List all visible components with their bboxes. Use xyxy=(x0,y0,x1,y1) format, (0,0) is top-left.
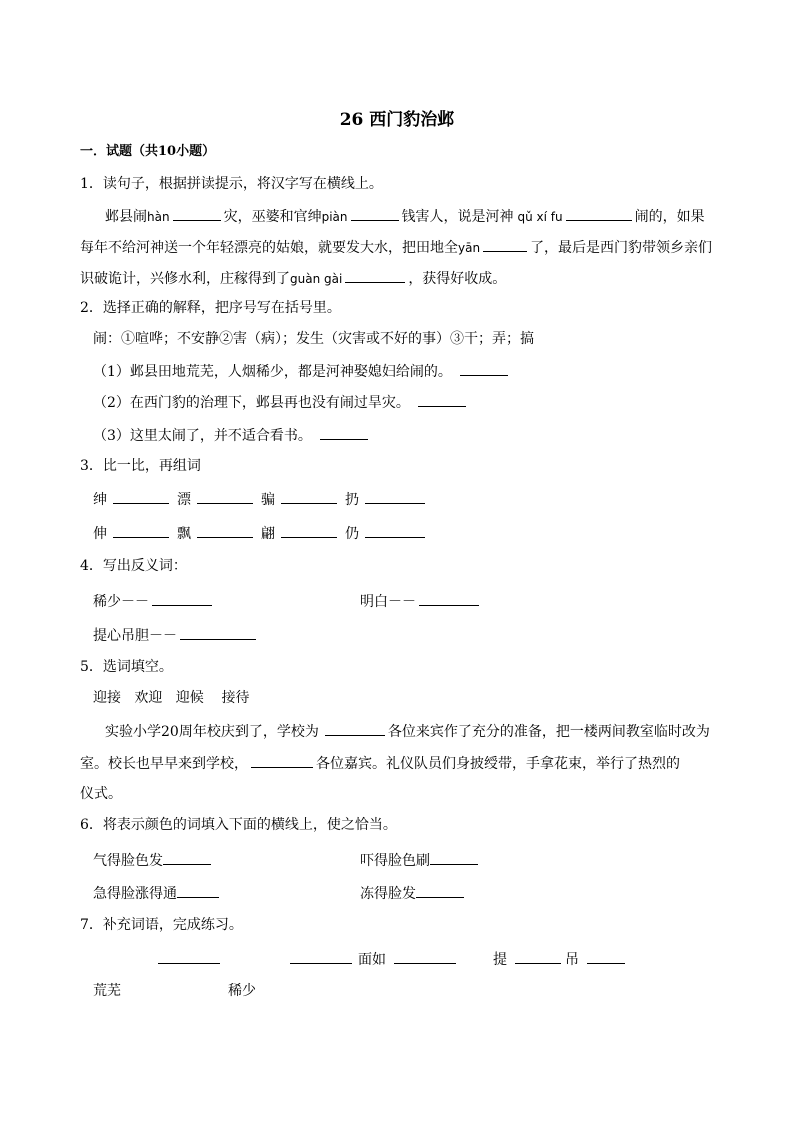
q5-line2 xyxy=(80,752,680,774)
q7-idiom-1 xyxy=(290,948,459,970)
q6-item-b xyxy=(360,849,481,871)
q2-sentence-3 xyxy=(93,424,371,446)
compare-char: 漂 xyxy=(177,492,191,508)
answer-blank[interactable] xyxy=(152,590,212,606)
answer-blank[interactable] xyxy=(251,752,313,768)
q5-text: 各位嘉宾。礼仪队员们身披绶带，手拿花束，举行了热烈的 xyxy=(316,756,680,772)
q6-item-c xyxy=(93,882,222,904)
compare-char: 绅 xyxy=(93,492,107,508)
q5-line3: 仪式。 xyxy=(80,786,122,802)
q5-choices: 迎接 欢迎 迎候 接待 xyxy=(93,690,250,706)
q1-text: ，获得好收成。 xyxy=(408,271,507,287)
color-phrase: 吓得脸色刷 xyxy=(360,853,430,869)
q2-text: （3）这里太闹了，并不适合看书。 xyxy=(93,428,312,444)
q5-text: 实验小学20周年校庆到了，学校为 xyxy=(105,724,319,740)
answer-blank[interactable] xyxy=(320,424,368,440)
q1-text: 邺县闹 xyxy=(105,209,147,225)
q4-prompt: 4．写出反义词： xyxy=(80,558,187,574)
pinyin-hint: yān xyxy=(458,241,481,255)
q1-line2 xyxy=(80,236,712,258)
answer-blank[interactable] xyxy=(345,267,405,283)
color-phrase: 冻得脸发 xyxy=(360,886,416,902)
q1-prompt: 1．读句子，根据拼读提示，将汉字写在横线上。 xyxy=(80,176,383,192)
q5-prompt: 5．选词填空。 xyxy=(80,659,173,675)
answer-blank[interactable] xyxy=(281,488,337,504)
q1-line3 xyxy=(80,267,506,289)
q1-text: 灾，巫婆和官绅 xyxy=(223,209,322,225)
pinyin-hint: piàn xyxy=(321,210,348,224)
q2-sentence-2 xyxy=(93,391,469,413)
q2-definition: 闹：①喧哗；不安静②害（病）；发生（灾害或不好的事）③干；弄；搞 xyxy=(93,331,534,347)
compare-char: 翩 xyxy=(261,526,275,542)
antonym-word: 提心吊胆－－ xyxy=(93,628,177,644)
q1-text: 每年不给河神送一个年轻漂亮的姑娘，就要发大水，把田地全 xyxy=(80,240,458,256)
idiom-part: 面如 xyxy=(358,952,386,968)
q5-text: 各位来宾作了充分的准备，把一楼两间教室临时改为 xyxy=(387,724,710,740)
answer-blank[interactable] xyxy=(460,360,508,376)
q1-line1 xyxy=(105,205,705,227)
q6-item-d xyxy=(360,882,467,904)
compare-char: 骗 xyxy=(261,492,275,508)
compare-char: 扔 xyxy=(345,492,359,508)
q7-word-1: 荒芜 xyxy=(93,983,121,999)
q5-text: 室。校长也早早来到学校， xyxy=(80,756,248,772)
q2-prompt: 2．选择正确的解释，把序号写在括号里。 xyxy=(80,300,341,316)
color-phrase: 急得脸涨得通 xyxy=(93,886,177,902)
q1-text: 钱害人，说是河神 xyxy=(401,209,514,225)
answer-blank[interactable] xyxy=(158,948,220,964)
answer-blank[interactable] xyxy=(416,882,464,898)
compare-char: 伸 xyxy=(93,526,107,542)
q7-blanks xyxy=(158,948,220,970)
pinyin-hint: qǔ xí fu xyxy=(517,210,563,224)
answer-blank[interactable] xyxy=(290,948,352,964)
antonym-word: 明白－－ xyxy=(360,594,416,610)
answer-blank[interactable] xyxy=(587,948,625,964)
answer-blank[interactable] xyxy=(351,205,399,221)
answer-blank[interactable] xyxy=(419,590,479,606)
page-title: 26 西门豹治邺 xyxy=(339,110,455,130)
q3-prompt: 3．比一比，再组词 xyxy=(80,458,201,474)
q2-text: （1）邺县田地荒芜，人烟稀少，都是河神娶媳妇给闹的。 xyxy=(93,364,452,380)
answer-blank[interactable] xyxy=(281,522,337,538)
pinyin-hint: guàn gài xyxy=(290,272,343,286)
answer-blank[interactable] xyxy=(197,522,253,538)
pinyin-hint: hàn xyxy=(147,210,170,224)
q3-row-2 xyxy=(93,522,433,544)
section-heading: 一．试题（共10小题） xyxy=(80,144,216,159)
q1-text: 了，最后是西门豹带领乡亲们 xyxy=(530,240,713,256)
q7-idiom-2 xyxy=(493,948,628,970)
answer-blank[interactable] xyxy=(365,522,425,538)
answer-blank[interactable] xyxy=(483,236,527,252)
answer-blank[interactable] xyxy=(418,391,466,407)
idiom-part: 提 xyxy=(493,952,507,968)
answer-blank[interactable] xyxy=(163,849,211,865)
q2-sentence-1 xyxy=(93,360,511,382)
answer-blank[interactable] xyxy=(180,624,256,640)
q4-item-c xyxy=(93,624,259,646)
q6-item-a xyxy=(93,849,214,871)
q4-item-b xyxy=(360,590,482,612)
q6-prompt: 6．将表示颜色的词填入下面的横线上，使之恰当。 xyxy=(80,817,397,833)
answer-blank[interactable] xyxy=(515,948,561,964)
q1-text: 闹的，如果 xyxy=(634,209,705,225)
q4-item-a xyxy=(93,590,215,612)
answer-blank[interactable] xyxy=(430,849,478,865)
antonym-word: 稀少－－ xyxy=(93,594,149,610)
answer-blank[interactable] xyxy=(394,948,456,964)
compare-char: 飘 xyxy=(177,526,191,542)
q7-word-2: 稀少 xyxy=(228,983,256,999)
answer-blank[interactable] xyxy=(566,205,632,221)
q1-text: 识破诡计，兴修水利，庄稼得到了 xyxy=(80,271,290,287)
answer-blank[interactable] xyxy=(177,882,219,898)
answer-blank[interactable] xyxy=(325,720,385,736)
q3-row-1 xyxy=(93,488,433,510)
compare-char: 仍 xyxy=(345,526,359,542)
q7-prompt: 7．补充词语，完成练习。 xyxy=(80,917,243,933)
color-phrase: 气得脸色发 xyxy=(93,853,163,869)
idiom-part: 吊 xyxy=(565,952,579,968)
answer-blank[interactable] xyxy=(113,522,169,538)
q5-line1 xyxy=(105,720,710,742)
answer-blank[interactable] xyxy=(197,488,253,504)
answer-blank[interactable] xyxy=(113,488,169,504)
answer-blank[interactable] xyxy=(365,488,425,504)
answer-blank[interactable] xyxy=(173,205,221,221)
q2-text: （2）在西门豹的治理下，邺县再也没有闹过旱灾。 xyxy=(93,395,410,411)
